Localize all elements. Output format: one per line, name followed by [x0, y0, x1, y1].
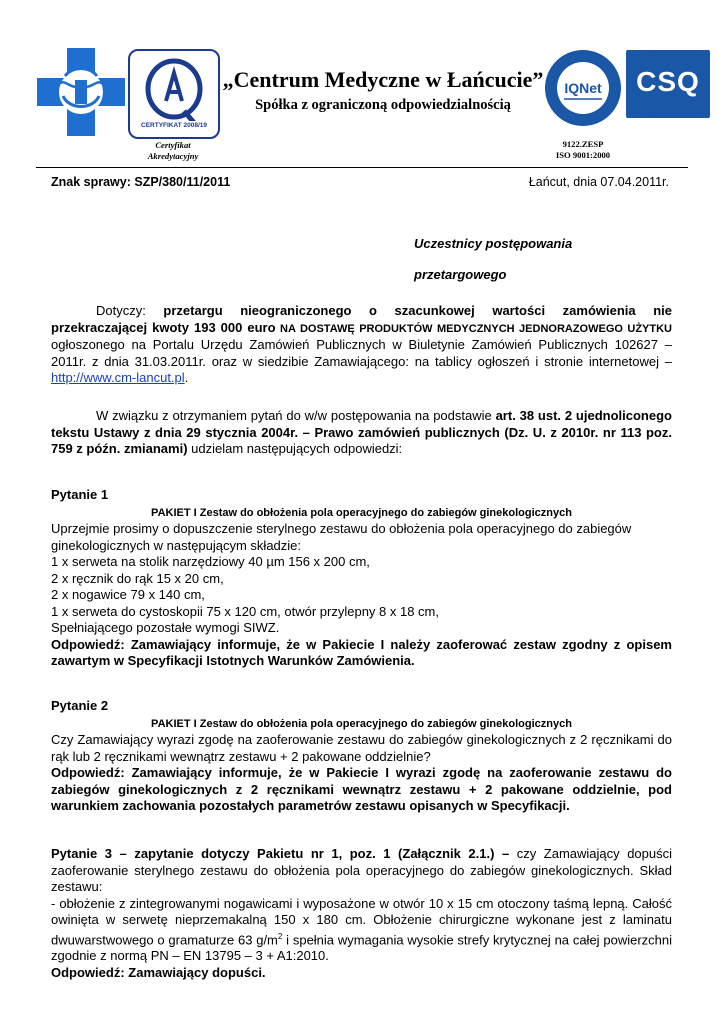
iqnet-text: IQNet — [564, 80, 602, 96]
question-1-line: Spełniającego pozostałe wymogi SIWZ. — [51, 620, 280, 635]
legal-basis-rest: udzielam następujących odpowiedzi: — [187, 441, 403, 456]
iqnet-logo — [544, 49, 622, 127]
cert-caption-line1: Certyfikat — [155, 140, 191, 150]
intro-publication: ogłoszonego na Portalu Urzędu Zamówień Publicznych w Biuletynie Zamówień Publicznych 102627 – 2011r. z dnia 31.03.2011r. oraz w siedzibie Zamawiającego: na tablicy ogłoszeń i stronie internetowej – — [51, 337, 672, 369]
question-1-line: 2 x nogawice 79 x 140 cm, — [51, 587, 205, 602]
answer-3: Odpowiedź: Zamawiający dopuści. — [51, 964, 266, 980]
question-3 — [51, 846, 672, 981]
legal-basis: art. 38 ust. 2 ujednoliconego tekstu Ustawy z dnia 29 stycznia 2004r. – Prawo zamówień publicznych (Dz. U. z 2010r. nr 113 poz. 759 z późn. zmianami) — [51, 408, 672, 456]
red-cross-logo — [35, 46, 127, 138]
org-subtitle: Spółka z ograniczoną odpowiedzialnością — [255, 97, 511, 113]
iso-caption-line1: 9122.ZESP — [562, 139, 604, 149]
website-link[interactable]: http://www.cm-lancut.pl — [51, 370, 185, 385]
recipient-line1: Uczestnicy postępowania — [414, 236, 573, 251]
answer-2: Odpowiedź: Zamawiający informuje, że w Pakiecie I wyrazi zgodę na zaoferowanie zestawu do zabiegów ginekologicznych z 2 ręcznikami wewnątrz zestawu + 2 pakowane oddzielnie, pod warunkiem zachowania pozostałych parametrów zestawu opisanych w Specyfikacji. — [51, 765, 672, 813]
legal-basis-lead: W związku z otrzymaniem pytań do w/w postępowania na podstawie — [96, 408, 496, 423]
question-1-body — [51, 521, 672, 637]
cert-logo-text: CERTYFIKAT 2008/19 — [141, 122, 207, 129]
answer-1: Odpowiedź: Zamawiający informuje, że w Pakiecie I należy zaoferować zestaw zgodny z opisem zawartym w Specyfikacji Istotnych Warunków Zamówienia. — [51, 636, 672, 668]
question-1 — [51, 487, 672, 670]
question-1-line: 1 x serweta do cystoskopii 75 x 120 cm, otwór przylepny 8 x 18 cm, — [51, 603, 440, 619]
csq-logo — [626, 50, 710, 118]
iso-caption — [535, 139, 631, 161]
question-1-line: Uprzejmie prosimy o dopuszczenie sterylnego zestawu do obłożenia pola operacyjnego do zabiegów ginekologicznych w następującym składzie: — [51, 521, 632, 553]
recipient-block — [414, 228, 572, 290]
question-2-package: PAKIET I Zestaw do obłożenia pola operacyjnego do zabiegów ginekologicznych — [151, 717, 572, 730]
question-3-superscript: 2 — [277, 931, 283, 941]
question-2-title: Pytanie 2 — [51, 698, 109, 713]
question-2 — [51, 698, 672, 815]
intro-subject-caps: NA DOSTAWĘ PRODUKTÓW MEDYCZNYCH JEDNORAZOWEGO UŻYTKU — [275, 322, 672, 335]
question-3-title: Pytanie 3 – zapytanie dotyczy Pakietu nr 1, poz. 1 (Załącznik 2.1.) – — [51, 846, 510, 861]
header-divider — [36, 167, 688, 168]
intro-subject: przetargu nieograniczonego o szacunkowej wartości zamówienia nie przekraczającej kwoty 193 000 euro — [51, 303, 672, 335]
intro-lead: Dotyczy: — [96, 303, 164, 318]
question-2-line: Czy Zamawiający wyrazi zgodę na zaoferowanie zestawu do zabiegów ginekologicznych z 2 ręcznikami do rąk lub 2 ręcznikami wewnątrz zestawu + 2 pakowane oddzielnie? — [51, 732, 672, 764]
place-date: Łańcut, dnia 07.04.2011r. — [528, 175, 669, 189]
case-number: Znak sprawy: SZP/380/11/2011 — [51, 175, 231, 189]
intro-paragraph-1 — [51, 303, 672, 387]
question-1-title: Pytanie 1 — [51, 487, 109, 502]
csq-text: CSQ — [636, 66, 700, 97]
cert-caption-line2: Akredytacyjny — [147, 151, 199, 161]
iso-caption-line2: ISO 9001:2000 — [555, 150, 611, 160]
recipient-line2: przetargowego — [414, 267, 507, 282]
question-3-intro: czy Zamawiający dopuści zaoferowanie sterylnego zestawu do obłożenia pola operacyjnego do zabiegów ginekologicznych. Skład zestawu: — [51, 846, 672, 894]
question-3-detail-rest: i spełnia wymagania wysokie strefy krytycznej na całej powierzchni zgodnie z normą PN – EN 13795 – 3 + A1:2010. — [51, 931, 672, 964]
question-1-line: 2 x ręcznik do rąk 15 x 20 cm, — [51, 570, 224, 586]
question-1-package: PAKIET I Zestaw do obłożenia pola operacyjnego do zabiegów ginekologicznych — [151, 506, 572, 519]
intro-end: . — [184, 370, 189, 385]
cert-caption — [132, 140, 214, 162]
org-name: „Centrum Medyczne w Łańcucie” — [222, 67, 544, 92]
question-3-detail: - obłożenie z zintegrowanymi nogawicami i wyposażone w otwór 10 x 15 cm otoczony taśmą lepną. Całość owinięta w serwetę nieprzemakalną 150 x 180 cm. Obłożenie chirurgiczne wykonane jest z laminatu dwuwarstwowego o gramaturze 63 g/m — [51, 895, 672, 947]
intro-paragraph-2 — [51, 408, 672, 458]
question-1-line: 1 x serweta na stolik narzędziowy 40 µm 156 x 200 cm, — [51, 554, 370, 569]
accreditation-q-logo — [128, 49, 220, 139]
